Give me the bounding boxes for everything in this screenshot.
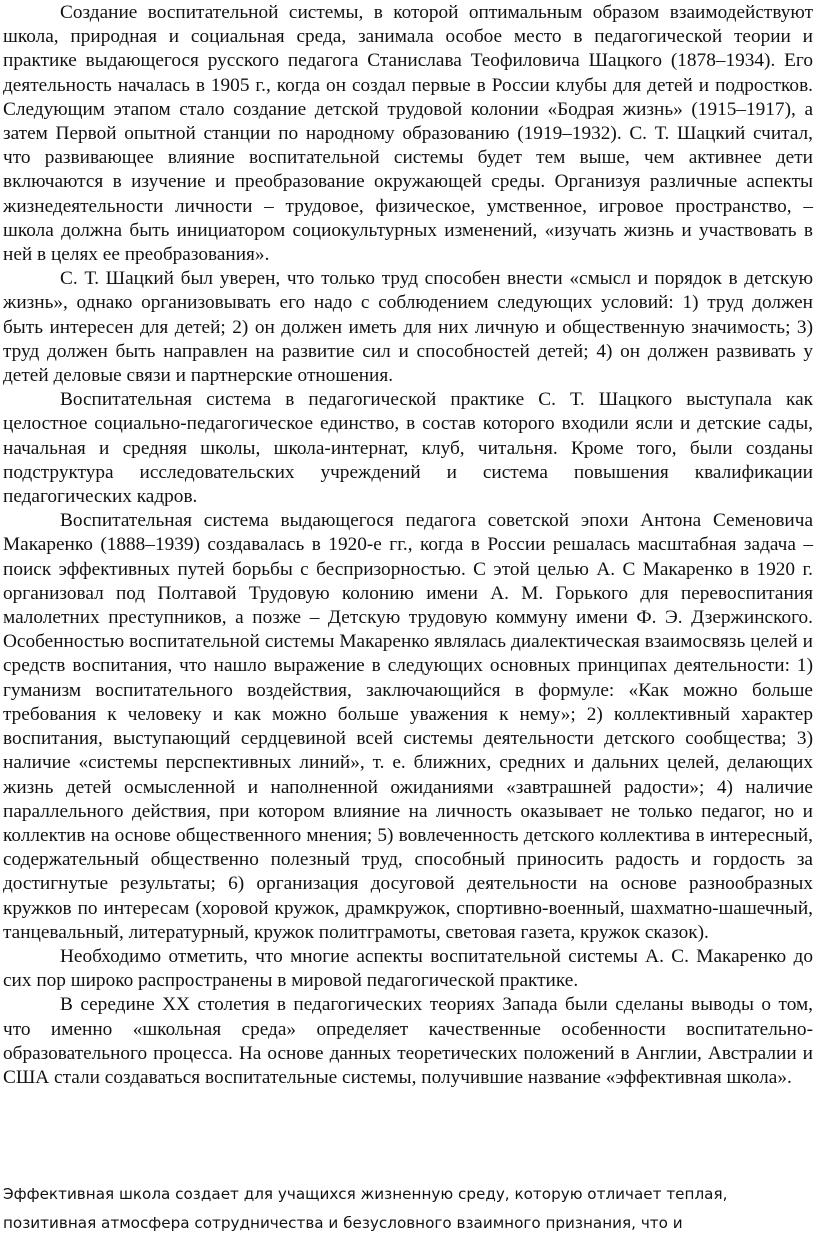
document-tail [3,1180,803,1238]
tail-line-1: Эффективная школа создает для учащихся жизненную среду, которую отличает теплая, [3,1185,728,1203]
paragraph-effective-school: В середине XX столетия в педагогических теориях Запада были сделаны выводы о том, что именно «школьная среда» определяет качественные особенности воспитательно-образовательного процесса. На основе данных теоретических положений в Англии, Австралии и США стали создаваться воспитательные системы, получившие название «эффективная школа». [3,994,813,1088]
paragraph-labor-conditions: С. Т. Шацкий был уверен, что только труд способен внести «смысл и порядок в детскую жизнь», однако организовывать его надо с соблюдением следующих условий: 1) труд должен быть интересен для детей; 2) он должен иметь для них личную и общественную значимость; 3) труд должен быть направлен на развитие сил и способностей детей; 4) он должен развивать у детей деловые связи и партнерские отношения. [3,268,813,387]
paragraph-shatsky-system: Создание воспитательной системы, в которой оптимальным образом взаимодействуют школа, природная и социальная среда, занимала особое место в педагогической теории и практике выдающегося русского педагога Станислава Теофиловича Шацкого (1878–1934). Его деятельность началась в 1905 г., когда он создал первые в России клубы для детей и подростков. Следующим этапом стало создание детской трудовой колонии «Бодрая жизнь» (1915–1917), а затем Первой опытной станции по народному образованию (1919–1932). С. Т. Шацкий считал, что развивающее влияние воспитательной системы будет тем выше, чем активнее дети включаются в изучение и преобразование окружающей среды. Организуя различные аспекты жизнедеятельности личности – трудовое, физическое, умственное, игровое пространство, – школа должна быть инициатором социокультурных изменений, «изучать жизнь и участвовать в ней в целях ее преобразования». [3,2,813,266]
paragraph-makarenko-legacy: Необходимо отметить, что многие аспекты воспитательной системы А. С. Макаренко до сих пор широко распространены в мировой педагогической практике. [3,945,813,992]
tail-line-2: позитивная атмосфера сотрудничества и безусловного взаимного признания, что и [3,1214,683,1232]
document-body [3,1,813,1090]
paragraph-makarenko-system: Воспитательная система выдающегося педагога советской эпохи Антона Семеновича Макаренко (1888–1939) создавалась в 1920-е гг., когда в России решалась масштабная задача – поиск эффективных путей борьбы с беспризорностью. С этой целью А. С Макаренко в 1920 г. организовал под Полтавой Трудовую колонию имени А. М. Горького для перевоспитания малолетних преступников, а позже – Детскую трудовую коммуну имени Ф. Э. Дзержинского. Особенностью воспитательной системы Макаренко являлась диалектическая взаимосвязь целей и средств воспитания, что нашло выражение в следующих основных принципах деятельности: 1) гуманизм воспитательного воздействия, заключающийся в формуле: «Как можно больше требования к человеку и как можно больше уважения к нему»; 2) коллективный характер воспитания, выступающий сердцевиной всей системы деятельности детского сообщества; 3) наличие «системы перспективных линий», т. е. ближних, средних и дальних целей, делающих жизнь детей осмысленной и наполненной ожиданиями «завтрашней радости»; 4) наличие параллельного действия, при котором влияние на личность оказывает не только педагог, но и коллектив на основе общественного мнения; 5) вовлеченность детского коллектива в интересный, содержательный общественно полезный труд, способный приносить радость и гордость за достигнутые результаты; 6) организация досуговой деятельности на основе разнообразных кружков по интересам (хоровой кружок, драмкружок, спортивно-военный, шахматно-шашечный, танцевальный, литературный, кружок политграмоты, световая газета, кружок сказок). [3,510,813,943]
paragraph-shatsky-practice: Воспитательная система в педагогической практике С. Т. Шацкого выступала как целостное социально-педагогическое единство, в состав которого входили ясли и детские сады, начальная и средняя школы, школа-интернат, клуб, читальня. Кроме того, были созданы подструктура исследовательских учреждений и система повышения квалификации педагогических кадров. [3,389,813,508]
